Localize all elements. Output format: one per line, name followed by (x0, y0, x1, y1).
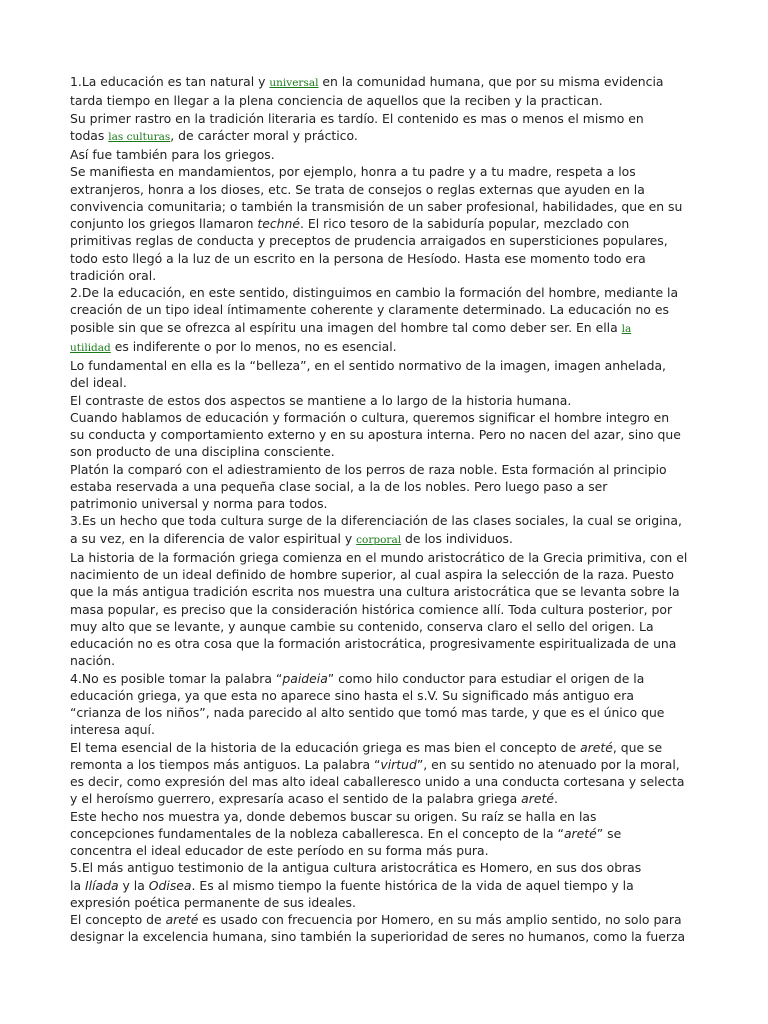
text-line (70, 198, 698, 215)
text-run: creación de un tipo ideal íntimamente coherente y claramente determinado. La educación no es (70, 302, 669, 318)
text-run: muy alto que se levante, y aunque cambie su contenido, conserva claro el sello del origen. La (70, 618, 654, 634)
italic-text: techné (257, 216, 301, 231)
text-line (70, 790, 698, 807)
text-run: 5.El más antiguo testimonio de la antigua cultura aristocrática es Homero, en sus dos obras (70, 860, 642, 876)
text-line (70, 478, 698, 495)
text-line (70, 146, 698, 163)
text-line (70, 530, 698, 549)
text-run: tarda tiempo en llegar a la plena conciencia de aquellos que la reciben y la practican. (70, 93, 603, 109)
italic-text: paideia (282, 670, 328, 686)
hyperlink[interactable]: utilidad (70, 341, 111, 354)
text-line (70, 426, 698, 443)
text-line (70, 877, 698, 894)
text-run: expresión poética permanente de sus ideales. (70, 894, 356, 910)
text-run: El concepto de (70, 912, 166, 927)
text-run: su conducta y comportamiento externo y en su apostura interna. Pero no nacen del azar, sino que (70, 427, 681, 442)
text-run: que la más antigua tradición escrita nos muestra una cultura aristocrática que se levanta sobre la (70, 584, 680, 600)
text-run: concepciones fundamentales de la nobleza caballeresca. En el concepto de la “ (70, 825, 564, 841)
text-line (70, 687, 698, 704)
text-run: “crianza de los niños”, nada parecido al alto sentido que tomó mas tarde, y que es el único que (70, 705, 665, 720)
text-line (70, 773, 698, 790)
text-run: El tema esencial de la historia de la educación griega es mas bien el concepto de (70, 739, 581, 755)
text-line (70, 670, 698, 687)
text-run: todas (70, 127, 109, 143)
text-run: y el heroísmo guerrero, expresaría acaso el sentido de la palabra griega (70, 791, 522, 807)
text-run: El contraste de estos dos aspectos se mantiene a lo largo de la historia humana. (70, 392, 572, 408)
text-run: Así fue también para los griegos. (70, 147, 275, 162)
text-line (70, 319, 698, 338)
text-line (70, 894, 698, 911)
text-run: ”, en su sentido no atenuado por la moral, (416, 756, 680, 772)
text-run: 4.No es posible tomar la palabra “ (70, 670, 283, 686)
hyperlink[interactable]: las culturas (108, 130, 171, 143)
text-line (70, 495, 698, 512)
document-body (70, 73, 698, 946)
text-run: . Es al mismo tiempo la fuente histórica de la vida de aquel tiempo y la (191, 877, 634, 893)
text-run: son producto de una disciplina consciente. (70, 444, 335, 460)
text-line (70, 110, 698, 127)
text-run: masa popular, es preciso que la consideración histórica comience allí. Toda cultura posterior, por (70, 601, 673, 617)
italic-text: virtud (380, 756, 417, 772)
text-line (70, 374, 698, 391)
text-run: estaba reservada a una pequeña clase social, a la de los nobles. Pero luego paso a ser (70, 478, 608, 494)
text-run: primitivas reglas de conducta y preceptos de prudencia arraigados en supersticiones populares, (70, 233, 668, 249)
italic-text: areté (563, 825, 597, 841)
text-run: . (553, 791, 558, 807)
text-line (70, 928, 698, 945)
text-line (70, 443, 698, 460)
text-line (70, 301, 698, 318)
text-run: en la comunidad humana, que por su misma evidencia (318, 74, 664, 89)
text-line (70, 392, 698, 409)
text-run: a su vez, en la diferencia de valor espiritual y (70, 530, 357, 546)
text-line (70, 652, 698, 669)
text-run: nación. (70, 653, 116, 669)
text-run: Cuando hablamos de educación y formación o cultura, queremos significar el hombre integro en (70, 409, 670, 425)
text-line (70, 583, 698, 600)
text-run: conjunto los griegos llamaron (70, 216, 258, 231)
text-line (70, 825, 698, 842)
hyperlink[interactable]: la (621, 322, 632, 335)
text-run: , que se (612, 739, 663, 755)
text-run: patrimonio universal y norma para todos. (70, 496, 328, 511)
text-line (70, 618, 698, 635)
text-run: educación no es otra cosa que la formación aristocrática, progresivamente espiritualizada de una (70, 636, 677, 651)
text-run: es indiferente o por lo menos, no es esencial. (110, 338, 397, 354)
text-run: Este hecho nos muestra ya, donde debemos buscar su origen. Su raíz se halla en las (70, 808, 597, 824)
text-line (70, 739, 698, 756)
text-line (70, 461, 698, 478)
italic-text: areté (165, 912, 199, 927)
text-line (70, 808, 698, 825)
text-line (70, 163, 698, 180)
text-line (70, 267, 698, 284)
text-run: , de carácter moral y práctico. (170, 127, 358, 143)
text-run: concentra el ideal educador de este período en su forma más pura. (70, 843, 489, 858)
text-line (70, 284, 698, 301)
text-line (70, 232, 698, 249)
text-run: Lo fundamental en ella es la “belleza”, en el sentido normativo de la imagen, imagen anhelada, (70, 358, 666, 373)
hyperlink[interactable]: universal (269, 77, 319, 89)
text-line (70, 549, 698, 566)
hyperlink[interactable]: corporal (356, 533, 402, 546)
text-line (70, 73, 698, 92)
text-run: Platón la comparó con el adiestramiento de los perros de raza noble. Esta formación al principio (70, 461, 667, 477)
text-run: remonta a los tiempos más antiguos. La palabra “ (70, 756, 381, 772)
italic-text: areté (521, 791, 554, 807)
text-run: tradición oral. (70, 267, 157, 283)
text-run: la (70, 877, 85, 893)
text-run: de los individuos. (401, 530, 513, 546)
text-run: y la (118, 877, 149, 893)
text-run: convivencia comunitaria; o también la transmisión de un saber profesional, habilidades, que en su (70, 198, 683, 214)
text-run: . El rico tesoro de la sabiduría popular, mezclado con (300, 216, 630, 231)
text-run: es usado con frecuencia por Homero, en su más amplio sentido, no solo para (198, 912, 682, 927)
text-line (70, 127, 698, 146)
text-run: posible sin que se ofrezca al espíritu una imagen del hombre tal como deber ser. En ella (70, 319, 622, 335)
italic-text: Odisea (148, 877, 192, 893)
text-line (70, 842, 698, 859)
text-line (70, 181, 698, 198)
text-run: La historia de la formación griega comienza en el mundo aristocrático de la Grecia primitiva, con el (70, 549, 688, 565)
text-run: del ideal. (70, 375, 127, 391)
italic-text: areté (580, 739, 613, 755)
text-line (70, 566, 698, 583)
text-line (70, 721, 698, 738)
text-line (70, 635, 698, 652)
italic-text: Ilíada (84, 877, 119, 893)
text-run: 1.La educación es tan natural y (70, 74, 270, 89)
text-line (70, 215, 698, 232)
text-run: 2.De la educación, en este sentido, distinguimos en cambio la formación del hombre, mediante la (70, 285, 679, 300)
text-line (70, 859, 698, 876)
text-run: designar la excelencia humana, sino también la superioridad de seres no humanos, como la fuerza (70, 929, 686, 945)
text-run: nacimiento de un ideal definido de hombre superior, al cual aspira la selección de la raza. Puesto (70, 567, 674, 582)
text-run: Se manifiesta en mandamientos, por ejemplo, honra a tu padre y a tu madre, respeta a los (70, 164, 636, 180)
text-line (70, 601, 698, 618)
text-run: Su primer rastro en la tradición literaria es tardío. El contenido es mas o menos el mismo en (70, 110, 644, 126)
text-run: interesa aquí. (70, 722, 155, 738)
text-line (70, 756, 698, 773)
text-run: educación griega, ya que esta no aparece sino hasta el s.V. Su significado más antiguo era (70, 687, 634, 703)
text-run: todo esto llegó a la luz de un escrito en la persona de Hesíodo. Hasta ese momento todo era (70, 250, 646, 266)
text-line (70, 409, 698, 426)
text-run: 3.Es un hecho que toda cultura surge de la diferenciación de las clases sociales, la cual se origina, (70, 513, 682, 529)
text-run: extranjeros, honra a los dioses, etc. Se trata de consejos o reglas externas que ayuden en la (70, 181, 645, 197)
text-run: ” se (596, 825, 622, 841)
text-line (70, 512, 698, 529)
text-run: ” como hilo conductor para estudiar el origen de la (327, 670, 645, 686)
text-line (70, 338, 698, 357)
text-line (70, 911, 698, 928)
text-run: es decir, como expresión del mas alto ideal caballeresco unido a una conducta cortesana y selecta (70, 774, 685, 789)
text-line (70, 92, 698, 109)
text-line (70, 357, 698, 374)
text-line (70, 704, 698, 721)
text-line (70, 250, 698, 267)
